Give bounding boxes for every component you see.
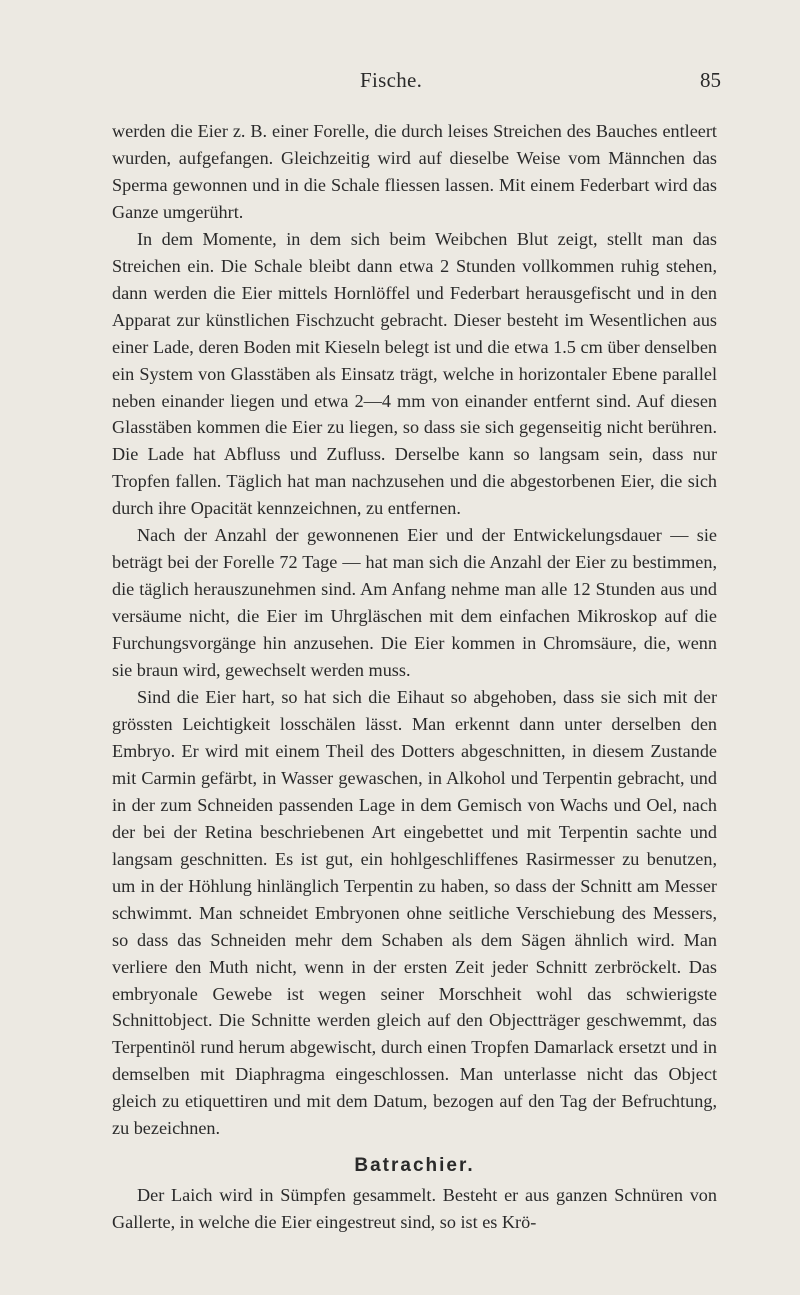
paragraph: Der Laich wird in Sümpfen gesammelt. Besteht er aus ganzen Schnüren von Gallerte, in welche die Eier eingestreut sind, so ist es Krö-	[112, 1185, 717, 1233]
page-number: 85	[700, 68, 721, 92]
paragraph: In dem Momente, in dem sich beim Weibchen Blut zeigt, stellt man das Streichen ein. Die Schale bleibt dann etwa 2 Stunden vollkommen ruhig stehen, dann werden die Eier mittels Hornlöffel und Federbart herausgefischt und in den Apparat zur künstlichen Fischzucht gebracht. Dieser besteht im Wesentlichen aus einer Lade, deren Boden mit Kieseln belegt ist und die etwa 1.5 cm über denselben ein System von Glasstäben als Einsatz trägt, welche in horizontaler Ebene parallel neben einander liegen und etwa 2—4 mm von einander entfernt sind. Auf diesen Glasstäben kommen die Eier zu liegen, so dass sie sich gegenseitig nicht berühren. Die Lade hat Abfluss und Zufluss. Derselbe kann so langsam sein, dass nur Tropfen fallen. Täglich hat man nachzusehen und die abgestorbenen Eier, die sich durch ihre Opacität kennzeichnen, zu entfernen.	[112, 228, 717, 519]
section-heading: Batrachier.	[354, 1155, 475, 1177]
paragraph: Sind die Eier hart, so hat sich die Eihaut so abgehoben, dass sie sich mit der grössten Leichtigkeit losschälen lässt. Man erkennt dann unter derselben den Embryo. Er wird mit einem Theil des Dotters abgeschnitten, in diesem Zustande mit Carmin gefärbt, in Wasser gewaschen, in Alkohol und Terpentin gebracht, und in der zum Schneiden passenden Lage in dem Gemisch von Wachs und Oel, nach der bei der Retina beschriebenen Art eingebettet und mit Terpentin sachte und langsam geschnitten. Es ist gut, ein hohlgeschliffenes Rasirmesser zu benutzen, um in der Höhlung hinlänglich Terpentin zu haben, so dass der Schnitt am Messer schwimmt. Man schneidet Embryonen ohne seitliche Verschiebung des Messers, so dass das Schneiden mehr dem Schaben als dem Sägen ähnlich wird. Man verliere den Muth nicht, wenn in der ersten Zeit jeder Schnitt zerbröckelt. Das embryonale Gewebe ist wegen seiner Morschheit wohl das schwierigste Schnittobject. Die Schnitte werden gleich auf den Objectträger geschwemmt, das Terpentinöl rund herum abgewischt, durch einen Tropfen Damarlack ersetzt und in demselben mit Diaphragma eingeschlossen. Man unterlasse nicht das Object gleich zu etiquettiren und mit dem Datum, bezogen auf den Tag der Befruchtung, zu bezeichnen.	[112, 687, 717, 1139]
running-head-title: Fische.	[360, 68, 423, 92]
running-header	[0, 68, 800, 96]
body-text	[112, 118, 717, 1236]
paragraph: Nach der Anzahl der gewonnenen Eier und der Entwickelungsdauer — sie beträgt bei der Forelle 72 Tage — hat man sich die Anzahl der Eier zu bestimmen, die täglich herauszunehmen sind. Am Anfang nehme man alle 12 Stunden aus und versäume nicht, die Eier im Uhrgläschen mit dem einfachen Mikroskop auf die Furchungsvorgänge hin anzusehen. Die Eier kommen in Chromsäure, die, wenn sie braun wird, gewechselt werden muss.	[112, 525, 717, 681]
paragraph-continuation: werden die Eier z. B. einer Forelle, die durch leises Streichen des Bauches entleert wurden, aufgefangen. Gleichzeitig wird auf dieselbe Weise vom Männchen das Sperma gewonnen und in die Schale fliessen lassen. Mit einem Federbart wird das Ganze umgerührt.	[112, 121, 717, 222]
